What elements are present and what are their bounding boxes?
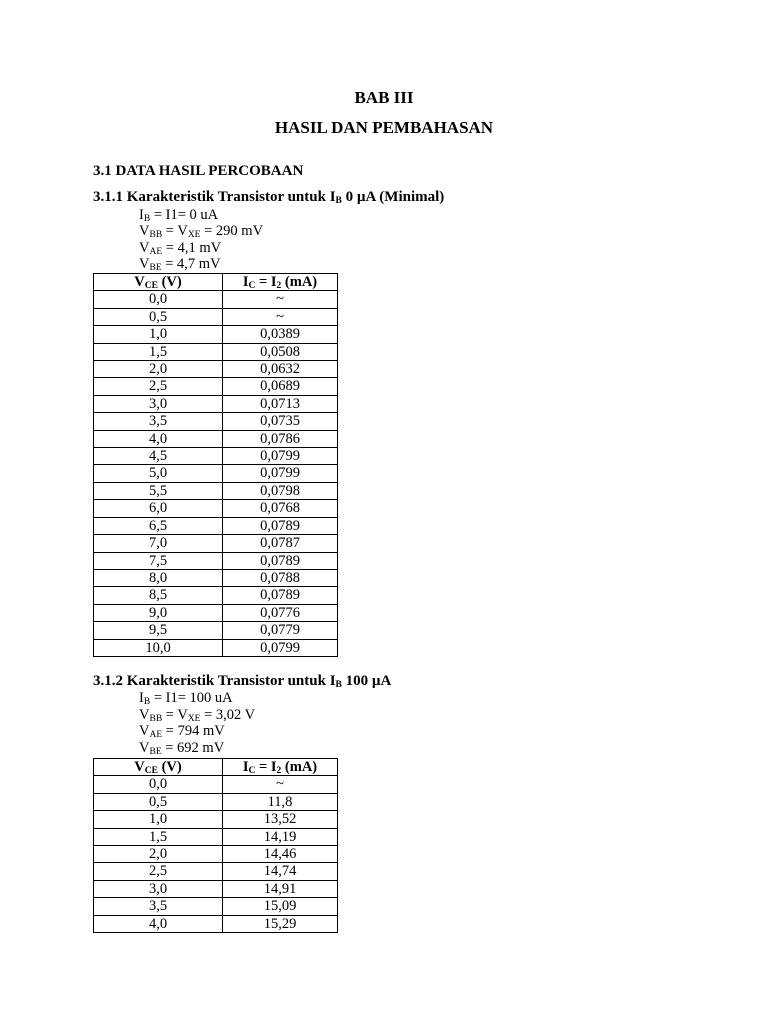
table-row: [94, 361, 338, 378]
table-row: [94, 448, 338, 465]
ic-cell: 0,0789: [223, 517, 338, 534]
table-row: [94, 828, 338, 845]
vce-cell: 0,5: [94, 308, 223, 325]
ic-cell: 0,0798: [223, 482, 338, 499]
table-row: [94, 291, 338, 308]
vce-cell: 8,0: [94, 569, 223, 586]
ic-cell: 0,0632: [223, 361, 338, 378]
chapter-title: HASIL DAN PEMBAHASAN: [274, 118, 494, 137]
table-row: [94, 846, 338, 863]
header-ic: $I_C = I_2$ (mA): [223, 274, 338, 291]
vce-cell: 6,0: [94, 500, 223, 517]
table-row: [94, 430, 338, 447]
section-title: 3.1 DATA HASIL PERCOBAAN: [93, 163, 304, 179]
ic-cell: 11,8: [223, 793, 338, 810]
vce-cell: 3,0: [94, 395, 223, 412]
table-row: [94, 517, 338, 534]
table-row: [94, 622, 338, 639]
ic-cell: 0,0389: [223, 326, 338, 343]
table-row: [94, 552, 338, 569]
table-row: [94, 395, 338, 412]
vce-cell: 0,5: [94, 793, 223, 810]
vce-cell: 5,0: [94, 465, 223, 482]
vce-cell: 3,0: [94, 880, 223, 897]
vce-cell: 1,0: [94, 811, 223, 828]
ic-cell: 15,09: [223, 898, 338, 915]
table-row: [94, 776, 338, 793]
vce-cell: 9,0: [94, 604, 223, 621]
header-vce: $V_{CE}$ (V): [94, 274, 223, 291]
ic-cell: 14,46: [223, 846, 338, 863]
table-row: [94, 378, 338, 395]
data-table-1: [93, 273, 338, 657]
ic-cell: ~: [223, 308, 338, 325]
param-vbb-1: $V_{BB} = V_{XE} = 290$ mV: [139, 223, 264, 240]
table-row: [94, 880, 338, 897]
param-ib-2: $I_B = I1= 100$ uA: [139, 690, 233, 707]
vce-cell: 0,0: [94, 776, 223, 793]
table-row: [94, 587, 338, 604]
table-row: [94, 898, 338, 915]
table-row: [94, 326, 338, 343]
table-row: [94, 500, 338, 517]
table-row: [94, 413, 338, 430]
table-row: [94, 604, 338, 621]
vce-cell: 5,5: [94, 482, 223, 499]
ic-cell: 0,0508: [223, 343, 338, 360]
table-header-row: [94, 274, 338, 291]
vce-cell: 7,5: [94, 552, 223, 569]
ic-cell: 0,0799: [223, 465, 338, 482]
ic-cell: 0,0789: [223, 587, 338, 604]
param-ib-1: $I_B = I1= 0$ uA: [139, 207, 219, 224]
param-vbb-2: $V_{BB} = V_{XE} = 3,02$ V: [139, 707, 256, 724]
param-vae-1: $V_{AE} = 4,1$ mV: [139, 240, 222, 257]
param-vae-2: $V_{AE} = 794$ mV: [139, 723, 225, 740]
ic-cell: 0,0735: [223, 413, 338, 430]
vce-cell: 3,5: [94, 413, 223, 430]
ic-cell: 13,52: [223, 811, 338, 828]
vce-cell: 4,5: [94, 448, 223, 465]
header-ic: $I_C = I_2$ (mA): [223, 759, 338, 776]
vce-cell: 1,5: [94, 343, 223, 360]
vce-cell: 0,0: [94, 291, 223, 308]
data-table-2: [93, 758, 338, 933]
table-row: [94, 793, 338, 810]
vce-cell: 2,5: [94, 378, 223, 395]
vce-cell: 9,5: [94, 622, 223, 639]
vce-cell: 4,0: [94, 915, 223, 932]
vce-cell: 1,0: [94, 326, 223, 343]
table-row: [94, 535, 338, 552]
vce-cell: 10,0: [94, 639, 223, 656]
ic-cell: 0,0799: [223, 639, 338, 656]
ic-cell: 0,0787: [223, 535, 338, 552]
table-header-row: [94, 759, 338, 776]
ic-cell: 14,74: [223, 863, 338, 880]
ic-cell: 0,0786: [223, 430, 338, 447]
param-vbe-2: $V_{BE} = 692$ mV: [139, 740, 225, 757]
subsection-2-heading: 3.1.2 Karakteristik Transistor untuk $I_B$ 100 µA: [93, 673, 392, 690]
ic-cell: 0,0776: [223, 604, 338, 621]
subsection-1-heading: 3.1.1 Karakteristik Transistor untuk $I_B$ 0 µA (Minimal): [93, 189, 445, 206]
table-row: [94, 811, 338, 828]
vce-cell: 1,5: [94, 828, 223, 845]
ic-cell: 0,0788: [223, 569, 338, 586]
table-row: [94, 915, 338, 932]
vce-cell: 4,0: [94, 430, 223, 447]
ic-cell: 15,29: [223, 915, 338, 932]
table-row: [94, 569, 338, 586]
ic-cell: 0,0789: [223, 552, 338, 569]
table-row: [94, 639, 338, 656]
vce-cell: 2,0: [94, 846, 223, 863]
table-row: [94, 343, 338, 360]
table-row: [94, 465, 338, 482]
chapter-heading: BAB III: [354, 88, 414, 107]
param-vbe-1: $V_{BE} = 4,7$ mV: [139, 256, 221, 273]
ic-cell: 0,0768: [223, 500, 338, 517]
vce-cell: 7,0: [94, 535, 223, 552]
table-row: [94, 482, 338, 499]
vce-cell: 8,5: [94, 587, 223, 604]
ic-cell: 14,19: [223, 828, 338, 845]
table-row: [94, 863, 338, 880]
table-row: [94, 308, 338, 325]
ic-cell: 14,91: [223, 880, 338, 897]
vce-cell: 2,5: [94, 863, 223, 880]
ic-cell: 0,0713: [223, 395, 338, 412]
vce-cell: 6,5: [94, 517, 223, 534]
ic-cell: 0,0689: [223, 378, 338, 395]
ic-cell: ~: [223, 291, 338, 308]
header-vce: $V_{CE}$ (V): [94, 759, 223, 776]
vce-cell: 2,0: [94, 361, 223, 378]
ic-cell: 0,0779: [223, 622, 338, 639]
vce-cell: 3,5: [94, 898, 223, 915]
ic-cell: ~: [223, 776, 338, 793]
ic-cell: 0,0799: [223, 448, 338, 465]
